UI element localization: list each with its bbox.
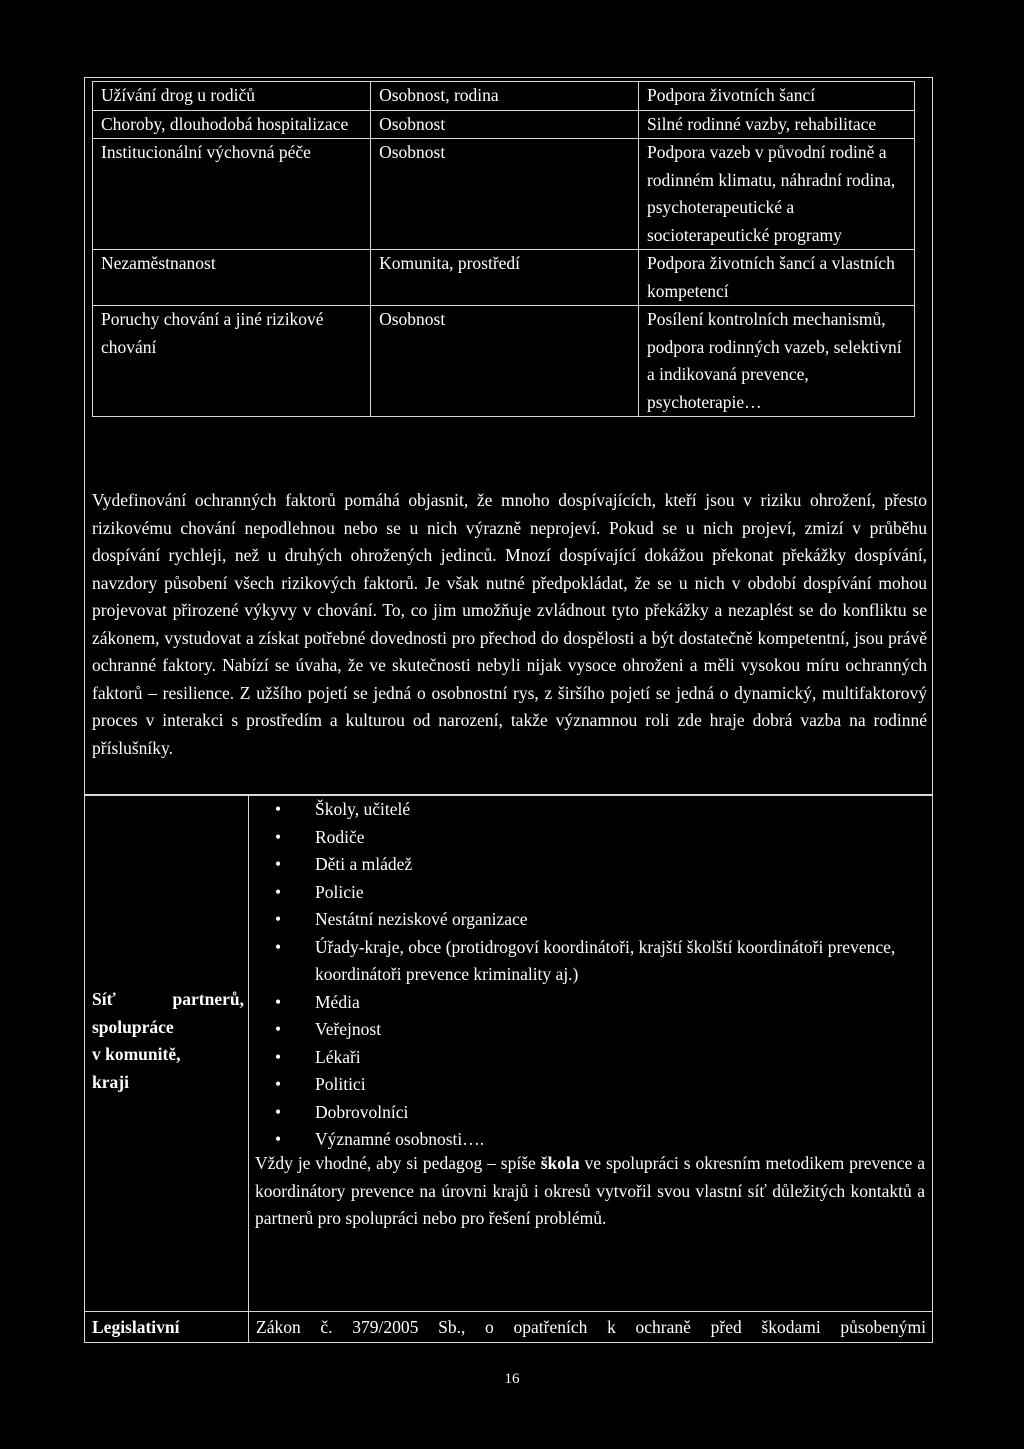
- note-text: Vždy je vhodné, aby si pedagog – spíše: [255, 1153, 541, 1173]
- network-label-line: kraji: [92, 1071, 129, 1092]
- list-item-text: Dobrovolníci: [315, 1101, 409, 1122]
- list-item-text: Veřejnost: [315, 1019, 382, 1039]
- area-cell: Osobnost, rodina: [371, 82, 639, 111]
- bullet-icon: •: [275, 1074, 282, 1094]
- risk-factors-table: [92, 81, 915, 417]
- table-row: [93, 306, 915, 417]
- list-item-text: Úřady-kraje, obce (protidrogoví koordinátoři, krajští školští koordinátoři prevence, koordinátoři prevence kriminality aj.): [315, 936, 896, 984]
- bullet-icon: •: [275, 1046, 282, 1067]
- protection-cell: Silné rodinné vazby, rehabilitace: [638, 110, 914, 139]
- list-item-text: Politici: [315, 1074, 366, 1094]
- legislation-text: Zákon č. 379/2005 Sb., o opatřeních k ochraně před škodami působenými: [256, 1317, 926, 1337]
- legislation-label: Legislativní: [92, 1317, 180, 1337]
- bullet-icon: •: [275, 1101, 282, 1122]
- risk-factor-cell: Institucionální výchovná péče: [93, 139, 371, 250]
- list-item: [275, 1071, 925, 1099]
- protection-cell: Podpora životních šancí a vlastních kompetencí: [638, 250, 914, 306]
- bullet-icon: •: [275, 826, 282, 847]
- list-item-text: Rodiče: [315, 826, 365, 847]
- table-row: [93, 82, 915, 111]
- table-row: [93, 110, 915, 139]
- page-number: 16: [504, 1371, 520, 1387]
- list-item: [275, 851, 925, 879]
- area-cell: Osobnost: [371, 306, 639, 417]
- list-item-text: Významné osobnosti….: [315, 1129, 485, 1149]
- list-item: [275, 1044, 925, 1072]
- column-divider: [248, 796, 249, 1311]
- bullet-icon: •: [275, 799, 282, 819]
- bullet-icon: •: [275, 1129, 282, 1149]
- partner-list: [275, 796, 925, 1154]
- note-bold-text: škola: [540, 1153, 580, 1173]
- area-cell: Osobnost: [371, 110, 639, 139]
- protection-cell: Podpora vazeb v původní rodině a rodinném klimatu, náhradní rodina, psychoterapeutické a socioterapeutické programy: [638, 139, 914, 250]
- list-item-text: Nestátní neziskové organizace: [315, 909, 528, 929]
- list-item-text: Policie: [315, 881, 364, 902]
- table-row: [93, 250, 915, 306]
- protective-factors-paragraph: Vydefinování ochranných faktorů pomáhá objasnit, že mnoho dospívajících, kteří jsou v riziku ohrožení, přesto rizikovému chování nepodlehnou nebo se u nich výrazně neprojeví. Pokud se u nich projeví, zmizí v průběhu dospívání rychleji, než u druhých ohrožených jedinců. Mnozí dospívající dokážou překonat překážky dospívání, navzdory působení všech rizikových faktorů. Je však nutné předpokládat, že se u nich v období dospívání mohou projevovat přirozené výkyvy v chování. To, co jim umožňuje zvládnout tyto překážky a nezaplést se do konfliktu se zákonem, vystudovat a získat potřebné dovednosti pro přechod do dospělosti a být dostatečně kompetentní, jsou právě ochranné faktory. Nabízí se úvaha, že ve skutečnosti nebyli nijak vysoce ohroženi a měli vysokou míru ochranných faktorů – resilience. Z užšího pojetí se jedná o osobnostní rys, z širšího pojetí se jedná o dynamický, multifaktorový proces v interakci s prostředím a kulturou od narození, takže významnou roli zde hraje dobrá vazba na rodinné příslušníky.: [92, 490, 927, 758]
- list-item: [275, 824, 925, 852]
- list-item: [275, 989, 925, 1017]
- bullet-icon: •: [275, 854, 282, 874]
- bullet-icon: •: [275, 909, 282, 929]
- table-row: [93, 139, 915, 250]
- protection-cell: Posílení kontrolních mechanismů, podpora rodinných vazeb, selektivní a indikovaná prevence, psychoterapie…: [638, 306, 914, 417]
- list-item: [275, 796, 925, 824]
- network-row: [84, 795, 933, 1312]
- list-item: [275, 934, 925, 989]
- list-item-text: Děti a mládež: [315, 854, 413, 874]
- network-label-line: spolupráce: [92, 1016, 174, 1037]
- area-cell: Osobnost: [371, 139, 639, 250]
- risk-factor-cell: Poruchy chování a jiné rizikové chování: [93, 306, 371, 417]
- list-item: [275, 1099, 925, 1127]
- risk-factor-cell: Choroby, dlouhodobá hospitalizace: [93, 110, 371, 139]
- bullet-icon: •: [275, 936, 282, 957]
- list-item: [275, 879, 925, 907]
- network-label-line: Síť partnerů,: [92, 989, 244, 1009]
- bullet-icon: •: [275, 881, 282, 902]
- bullet-icon: •: [275, 1019, 282, 1039]
- network-note: [255, 1150, 925, 1233]
- network-label: [92, 986, 244, 1096]
- risk-factor-cell: Nezaměstnanost: [93, 250, 371, 306]
- bullet-icon: •: [275, 991, 282, 1012]
- list-item: [275, 906, 925, 934]
- column-divider: [248, 1312, 249, 1342]
- note-text: ve spolupráci s okresním metodikem prevence a koordinátory prevence na úrovni krajů i okresů vytvořil svou vlastní síť důležitých kontaktů a partnerů pro spolupráci nebo pro řešení problémů.: [255, 1153, 925, 1228]
- list-item-text: Lékaři: [315, 1046, 361, 1067]
- list-item-text: Školy, učitelé: [315, 799, 411, 819]
- risk-factor-cell: Užívání drog u rodičů: [93, 82, 371, 111]
- network-label-line: v komunitě,: [92, 1044, 181, 1064]
- legislation-row: [84, 1312, 933, 1343]
- area-cell: Komunita, prostředí: [371, 250, 639, 306]
- list-item: [275, 1016, 925, 1044]
- list-item-text: Média: [315, 991, 360, 1012]
- protection-cell: Podpora životních šancí: [638, 82, 914, 111]
